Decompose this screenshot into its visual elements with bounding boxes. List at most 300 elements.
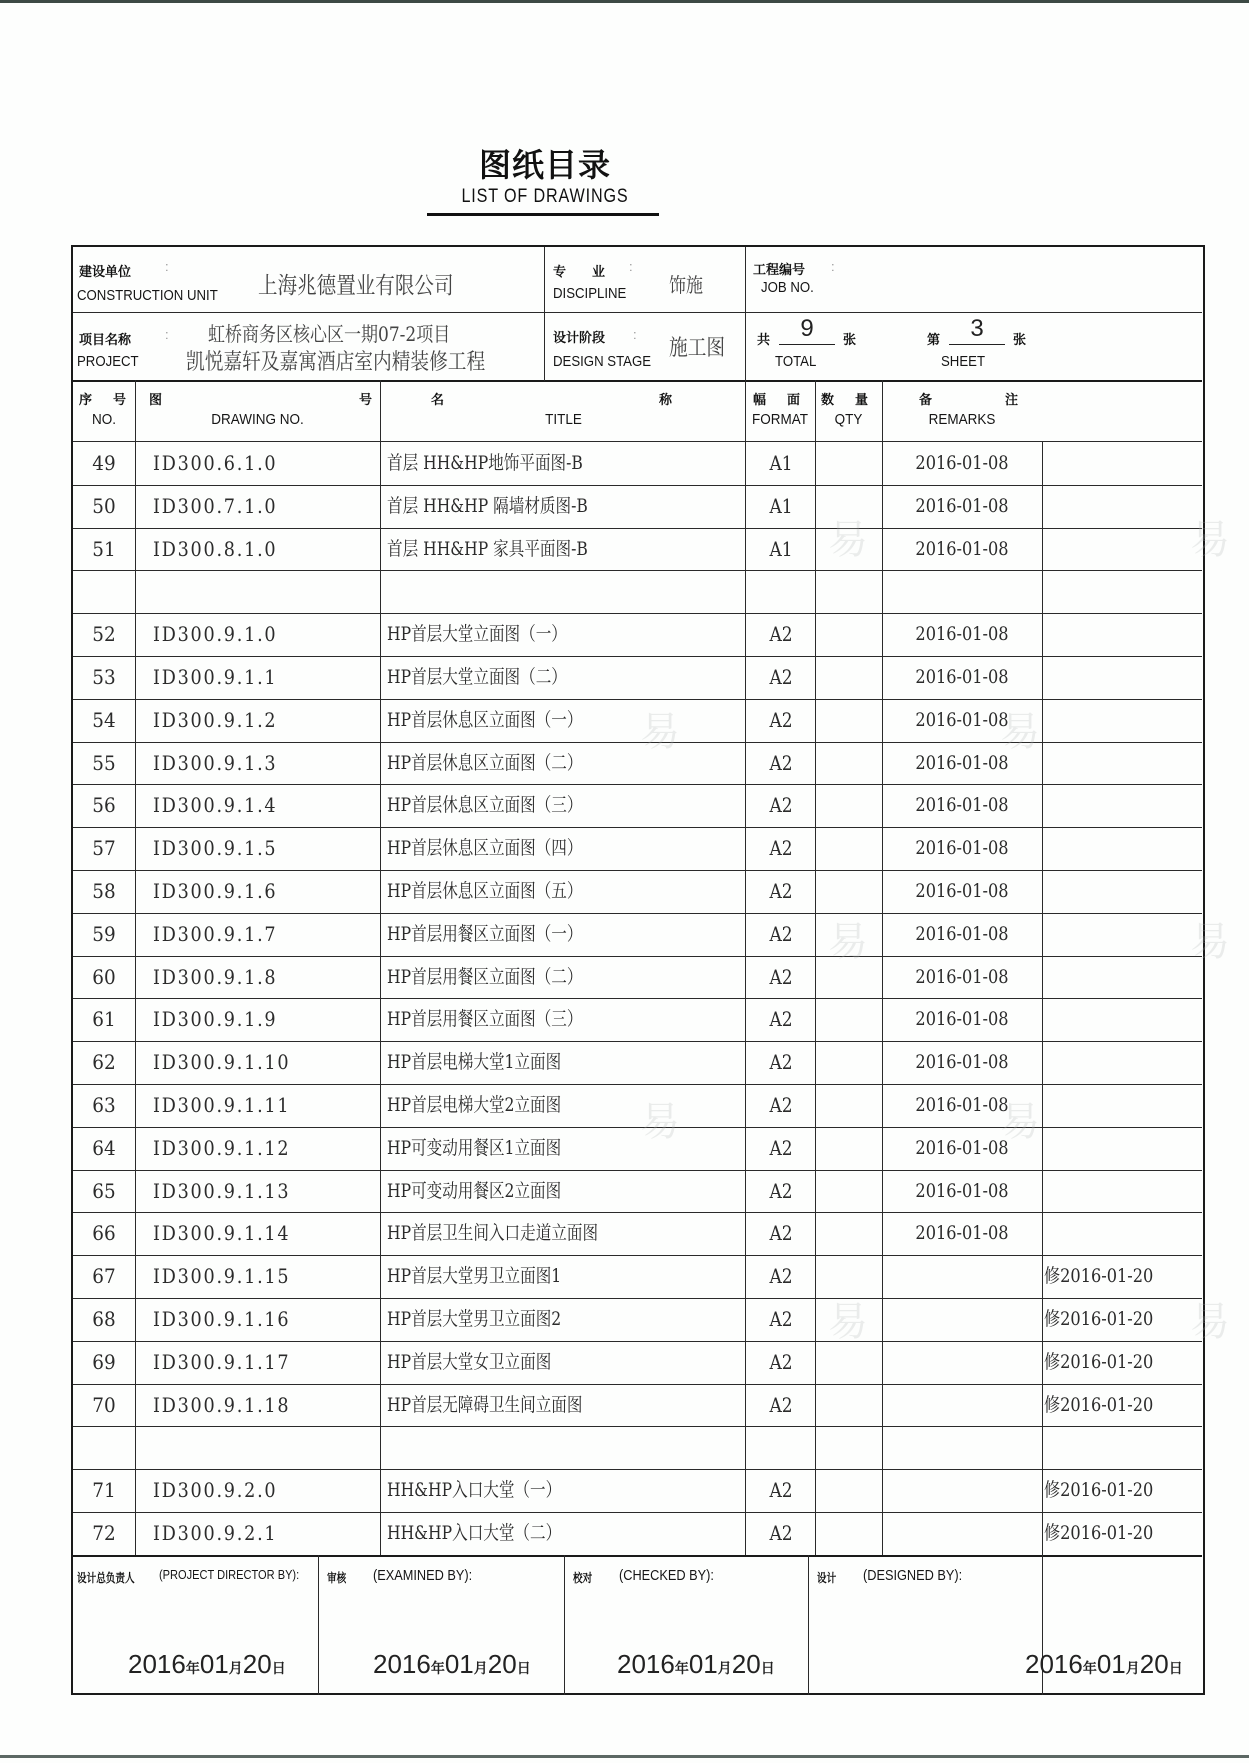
quantity bbox=[815, 1041, 882, 1084]
paper-format: A2 bbox=[769, 793, 793, 818]
signature-date bbox=[128, 1649, 286, 1680]
paper-format: A2 bbox=[769, 1478, 793, 1503]
remark-revision: 修2016-01-20 bbox=[1044, 1308, 1154, 1330]
col-remarks-header: REMARKS bbox=[928, 411, 996, 428]
signature-date bbox=[373, 1649, 531, 1680]
document-subtitle: LIST OF DRAWINGS bbox=[461, 186, 629, 207]
table-row bbox=[73, 870, 1202, 913]
quantity bbox=[815, 742, 882, 785]
table-row bbox=[73, 1512, 1202, 1555]
top-border bbox=[0, 0, 1249, 3]
year-unit: 年 bbox=[674, 1661, 689, 1677]
signature-date bbox=[617, 1649, 775, 1680]
remark-revision bbox=[1044, 1170, 1180, 1213]
table-row bbox=[73, 1212, 1202, 1255]
remark-revision bbox=[1044, 956, 1180, 999]
drawing-list-sheet bbox=[71, 245, 1205, 1695]
divider bbox=[73, 312, 1202, 313]
date-day: 20 bbox=[1139, 1649, 1169, 1679]
date-day: 20 bbox=[487, 1649, 517, 1679]
remark-issue-date: 2016-01-08 bbox=[915, 751, 1009, 774]
row-number: 68 bbox=[92, 1307, 116, 1331]
signature-role-cn: 设计总负责人 bbox=[77, 1571, 135, 1585]
table-row bbox=[73, 1298, 1202, 1341]
remark-issue-date bbox=[894, 1512, 1030, 1555]
quantity bbox=[815, 1512, 882, 1555]
quantity bbox=[815, 1170, 882, 1213]
row-number: 71 bbox=[92, 1478, 116, 1503]
remark-revision bbox=[1044, 528, 1180, 571]
paper-format: A2 bbox=[769, 879, 793, 903]
drawing-title: 首层 HH&HP 家具平面图-B bbox=[387, 537, 588, 560]
row-number: 69 bbox=[92, 1349, 116, 1374]
remark-revision bbox=[1044, 570, 1180, 613]
watermark: 易 bbox=[1190, 1299, 1230, 1345]
divider bbox=[73, 380, 1202, 382]
table-row bbox=[73, 613, 1202, 656]
signature-role-en: (PROJECT DIRECTOR BY): bbox=[159, 1567, 300, 1582]
remark-revision bbox=[1044, 827, 1180, 870]
day-unit: 日 bbox=[271, 1661, 286, 1677]
job-no-label-en: JOB NO. bbox=[761, 279, 814, 296]
sheet-label-en: SHEET bbox=[941, 353, 986, 370]
drawing-number: ID300.6.1.0 bbox=[153, 451, 278, 475]
paper-format: A2 bbox=[769, 1307, 793, 1331]
drawing-number: ID300.7.1.0 bbox=[153, 493, 278, 518]
remark-issue-date: 2016-01-08 bbox=[915, 452, 1009, 474]
date-year: 2016 bbox=[1025, 1649, 1083, 1679]
quantity bbox=[815, 699, 882, 742]
col-title-cn-a: 名 bbox=[431, 393, 445, 408]
remark-issue-date: 2016-01-08 bbox=[915, 537, 1009, 560]
table-row bbox=[73, 1170, 1202, 1213]
remark-issue-date: 2016-01-08 bbox=[915, 880, 1009, 902]
table-row bbox=[73, 1127, 1202, 1170]
table-row bbox=[73, 1469, 1202, 1512]
remark-issue-date: 2016-01-08 bbox=[915, 794, 1009, 817]
row-number bbox=[75, 1426, 132, 1469]
drawing-number: ID300.9.1.13 bbox=[153, 1178, 291, 1203]
drawing-title: HP首层休息区立面图（四） bbox=[387, 837, 583, 860]
drawing-number: ID300.9.1.12 bbox=[153, 1135, 291, 1160]
month-unit: 月 bbox=[1125, 1661, 1140, 1677]
construction-unit-label-en: CONSTRUCTION UNIT bbox=[77, 287, 218, 304]
quantity bbox=[815, 1341, 882, 1384]
table-row bbox=[73, 956, 1202, 999]
remark-revision bbox=[1044, 656, 1180, 699]
remark-revision bbox=[1044, 1426, 1180, 1469]
drawing-title: HP首层休息区立面图（二） bbox=[387, 751, 583, 774]
remark-revision bbox=[1044, 913, 1180, 956]
watermark: 易 bbox=[828, 1299, 868, 1345]
colon: : bbox=[165, 327, 169, 342]
paper-format bbox=[752, 570, 810, 613]
col-qty-cn-b: 量 bbox=[855, 393, 869, 408]
drawing-number: ID300.9.1.15 bbox=[153, 1264, 291, 1289]
paper-format: A2 bbox=[769, 1178, 793, 1203]
drawing-title: 首层 HH&HP 隔墙材质图-B bbox=[387, 494, 588, 517]
remark-issue-date: 2016-01-08 bbox=[915, 708, 1009, 731]
drawing-number: ID300.9.1.17 bbox=[153, 1349, 291, 1374]
year-unit: 年 bbox=[430, 1661, 445, 1677]
date-month: 01 bbox=[1096, 1649, 1126, 1679]
date-year: 2016 bbox=[128, 1649, 186, 1679]
table-row bbox=[73, 827, 1202, 870]
quantity bbox=[815, 784, 882, 827]
drawing-number: ID300.9.1.1 bbox=[153, 665, 278, 689]
remark-revision: 修2016-01-20 bbox=[1044, 1393, 1154, 1416]
quantity bbox=[815, 913, 882, 956]
title-underline bbox=[427, 213, 659, 216]
colon: : bbox=[633, 327, 637, 342]
watermark: 易 bbox=[1190, 517, 1230, 563]
table-row bbox=[73, 784, 1202, 827]
sheet-suffix: 张 bbox=[1013, 333, 1027, 348]
drawing-title: HP首层卫生间入口走道立面图 bbox=[387, 1222, 599, 1245]
row-number: 57 bbox=[92, 836, 116, 861]
col-qty-cn-a: 数 bbox=[821, 393, 835, 408]
watermark: 易 bbox=[640, 709, 680, 755]
quantity bbox=[815, 1298, 882, 1341]
col-title-cn-b: 称 bbox=[659, 393, 673, 408]
row-number: 60 bbox=[92, 964, 116, 989]
drawing-number: ID300.9.1.0 bbox=[153, 622, 278, 647]
drawing-number: ID300.9.1.3 bbox=[153, 750, 278, 775]
col-drawing-cn-b: 号 bbox=[359, 393, 373, 408]
discipline-label-en: DISCIPLINE bbox=[553, 285, 627, 302]
row-number: 51 bbox=[92, 536, 116, 561]
quantity bbox=[815, 656, 882, 699]
paper-format: A2 bbox=[769, 964, 793, 989]
remark-revision bbox=[1044, 485, 1180, 528]
remark-issue-date: 2016-01-08 bbox=[915, 922, 1009, 945]
colon: : bbox=[629, 259, 633, 274]
paper-format: A2 bbox=[769, 622, 793, 647]
row-number bbox=[75, 570, 132, 613]
remark-revision: 修2016-01-20 bbox=[1044, 1522, 1154, 1544]
watermark: 易 bbox=[1190, 919, 1230, 965]
drawing-number: ID300.9.1.16 bbox=[153, 1307, 291, 1331]
construction-unit-label-cn: 建设单位 bbox=[79, 265, 132, 280]
table-row bbox=[73, 913, 1202, 956]
remark-issue-date bbox=[894, 1255, 1030, 1298]
total-suffix: 张 bbox=[843, 333, 857, 348]
drawing-title: HP首层用餐区立面图（一） bbox=[387, 922, 583, 945]
quantity bbox=[815, 870, 882, 913]
table-row bbox=[73, 1084, 1202, 1127]
drawing-number: ID300.9.1.5 bbox=[153, 836, 278, 861]
remark-revision bbox=[1044, 442, 1180, 485]
row-number: 52 bbox=[92, 622, 116, 647]
project-value-line1: 虹桥商务区核心区一期07-2项目 bbox=[208, 322, 451, 346]
row-number: 50 bbox=[92, 493, 116, 518]
discipline-value: 饰施 bbox=[669, 273, 703, 297]
row-number: 58 bbox=[92, 879, 116, 903]
drawing-number: ID300.9.1.14 bbox=[153, 1221, 291, 1246]
drawing-number: ID300.9.1.8 bbox=[153, 964, 278, 989]
remark-issue-date bbox=[894, 1341, 1030, 1384]
remark-revision bbox=[1044, 1212, 1180, 1255]
quantity bbox=[815, 1255, 882, 1298]
remark-issue-date: 2016-01-08 bbox=[915, 666, 1009, 688]
paper-format: A2 bbox=[769, 836, 793, 861]
remark-revision bbox=[1044, 613, 1180, 656]
row-number: 67 bbox=[92, 1264, 116, 1289]
month-unit: 月 bbox=[228, 1661, 243, 1677]
row-number: 53 bbox=[92, 665, 116, 689]
table-row bbox=[73, 485, 1202, 528]
job-no-label-cn: 工程编号 bbox=[753, 263, 806, 278]
signature-role-en: (CHECKED BY): bbox=[619, 1567, 714, 1584]
quantity bbox=[815, 613, 882, 656]
drawing-title: HP首层大堂男卫立面图2 bbox=[387, 1308, 562, 1330]
col-title-header: TITLE bbox=[545, 411, 582, 428]
day-unit: 日 bbox=[516, 1661, 531, 1677]
remark-issue-date: 2016-01-08 bbox=[915, 494, 1009, 517]
drawing-number: ID300.9.1.2 bbox=[153, 707, 278, 732]
divider bbox=[544, 247, 545, 381]
drawing-title: HP首层电梯大堂2立面图 bbox=[387, 1094, 562, 1116]
quantity bbox=[815, 528, 882, 571]
quantity bbox=[815, 827, 882, 870]
total-label-en: TOTAL bbox=[775, 353, 817, 370]
paper-format: A2 bbox=[769, 1349, 793, 1374]
drawing-number: ID300.8.1.0 bbox=[153, 536, 278, 561]
drawing-number: ID300.9.2.0 bbox=[153, 1478, 278, 1503]
col-format-header: FORMAT bbox=[752, 411, 808, 428]
drawing-title: HP首层用餐区立面图（二） bbox=[387, 965, 583, 988]
watermark: 易 bbox=[1000, 1099, 1040, 1145]
drawing-title: HP首层大堂女卫立面图 bbox=[387, 1350, 552, 1373]
construction-unit-value: 上海兆德置业有限公司 bbox=[258, 273, 454, 299]
date-month: 01 bbox=[688, 1649, 718, 1679]
row-number: 55 bbox=[92, 750, 116, 775]
drawing-number: ID300.9.1.11 bbox=[153, 1093, 291, 1117]
remark-issue-date bbox=[894, 1426, 1030, 1469]
drawing-number: ID300.9.1.18 bbox=[153, 1392, 291, 1417]
sheet-prefix: 第 bbox=[927, 333, 941, 348]
discipline-label-cn: 专 业 bbox=[553, 265, 606, 280]
design-stage-label-en: DESIGN STAGE bbox=[553, 353, 652, 370]
document-title: 图纸目录 bbox=[478, 146, 611, 184]
quantity bbox=[815, 998, 882, 1041]
paper-format: A2 bbox=[769, 1221, 793, 1246]
quantity bbox=[815, 1212, 882, 1255]
table-row bbox=[73, 1041, 1202, 1084]
paper-format: A2 bbox=[769, 1093, 793, 1117]
paper-format: A1 bbox=[769, 493, 793, 518]
sheet-number-value: 3 bbox=[970, 315, 984, 342]
paper-format: A2 bbox=[769, 1050, 793, 1075]
drawing-title: HP可变动用餐区1立面图 bbox=[387, 1136, 562, 1159]
table-row bbox=[73, 1341, 1202, 1384]
drawing-title: HH&HP入口大堂（二） bbox=[387, 1522, 562, 1544]
row-number: 61 bbox=[92, 1007, 116, 1032]
drawing-title: HP可变动用餐区2立面图 bbox=[387, 1179, 562, 1202]
remark-revision bbox=[1044, 784, 1180, 827]
col-no-cn-b: 号 bbox=[113, 393, 127, 408]
colon: : bbox=[165, 259, 169, 274]
col-remarks-cn-a: 备 bbox=[919, 393, 933, 408]
remark-issue-date bbox=[894, 570, 1030, 613]
col-format-cn-b: 面 bbox=[787, 393, 801, 408]
row-number: 65 bbox=[92, 1178, 116, 1203]
signature-date bbox=[1025, 1649, 1183, 1680]
quantity bbox=[815, 1469, 882, 1512]
drawing-title: HP首层大堂男卫立面图1 bbox=[387, 1265, 562, 1288]
paper-format: A2 bbox=[769, 665, 793, 689]
quantity bbox=[815, 485, 882, 528]
quantity bbox=[815, 1127, 882, 1170]
signature-role-cn: 设计 bbox=[817, 1571, 837, 1585]
remark-issue-date: 2016-01-08 bbox=[915, 1136, 1009, 1159]
col-drawing-no-header: DRAWING NO. bbox=[211, 411, 304, 428]
row-number: 54 bbox=[92, 707, 116, 732]
remark-issue-date: 2016-01-08 bbox=[915, 623, 1009, 646]
row-number: 59 bbox=[92, 921, 116, 946]
remark-issue-date: 2016-01-08 bbox=[915, 837, 1009, 860]
paper-format: A1 bbox=[769, 451, 793, 475]
row-number: 66 bbox=[92, 1221, 116, 1246]
table-row bbox=[73, 998, 1202, 1041]
drawing-title: 首层 HH&HP地饰平面图-B bbox=[387, 452, 583, 474]
remark-revision bbox=[1044, 699, 1180, 742]
paper-format: A2 bbox=[769, 707, 793, 732]
drawing-title: HP首层用餐区立面图（三） bbox=[387, 1008, 583, 1031]
watermark: 易 bbox=[828, 517, 868, 563]
row-number: 49 bbox=[92, 451, 116, 475]
watermark: 易 bbox=[828, 919, 868, 965]
drawing-number: ID300.9.1.7 bbox=[153, 921, 278, 946]
drawing-number: ID300.9.1.9 bbox=[153, 1007, 278, 1032]
date-day: 20 bbox=[242, 1649, 272, 1679]
row-number: 56 bbox=[92, 793, 116, 818]
signature-role-en: (DESIGNED BY): bbox=[863, 1567, 963, 1584]
col-no-header: NO. bbox=[91, 411, 116, 428]
remark-issue-date: 2016-01-08 bbox=[915, 1179, 1009, 1202]
design-stage-label-cn: 设计阶段 bbox=[553, 331, 606, 346]
date-day: 20 bbox=[731, 1649, 761, 1679]
col-drawing-cn-a: 图 bbox=[149, 393, 163, 408]
month-unit: 月 bbox=[473, 1661, 488, 1677]
design-stage-value: 施工图 bbox=[669, 336, 726, 361]
day-unit: 日 bbox=[760, 1661, 775, 1677]
remark-issue-date: 2016-01-08 bbox=[915, 1008, 1009, 1031]
col-no-cn-a: 序 bbox=[79, 393, 93, 408]
remark-issue-date bbox=[894, 1469, 1030, 1512]
drawing-title: HP首层休息区立面图（三） bbox=[387, 794, 583, 817]
row-number: 63 bbox=[92, 1093, 116, 1117]
drawing-title: HP首层无障碍卫生间立面图 bbox=[387, 1393, 583, 1416]
signature-role-cn: 审核 bbox=[327, 1571, 347, 1585]
year-unit: 年 bbox=[1082, 1661, 1097, 1677]
bottom-border bbox=[0, 1755, 1249, 1758]
divider bbox=[564, 1555, 565, 1695]
total-sheets-value: 9 bbox=[800, 315, 814, 342]
watermark: 易 bbox=[640, 1099, 680, 1145]
paper-format: A2 bbox=[769, 1007, 793, 1032]
day-unit: 日 bbox=[1168, 1661, 1183, 1677]
remark-revision bbox=[1044, 870, 1180, 913]
drawing-title: HP首层电梯大堂1立面图 bbox=[387, 1051, 562, 1074]
year-unit: 年 bbox=[185, 1661, 200, 1677]
remark-revision: 修2016-01-20 bbox=[1044, 1265, 1154, 1288]
row-number: 62 bbox=[92, 1050, 116, 1075]
signature-role-cn: 校对 bbox=[573, 1571, 593, 1585]
table-row bbox=[73, 1384, 1202, 1427]
table-row-blank bbox=[73, 1426, 1202, 1469]
date-month: 01 bbox=[444, 1649, 474, 1679]
remark-revision bbox=[1044, 1041, 1180, 1084]
watermark: 易 bbox=[1000, 709, 1040, 755]
table-row bbox=[73, 742, 1202, 785]
drawing-title: HP首层休息区立面图（一） bbox=[387, 708, 583, 731]
project-label-en: PROJECT bbox=[77, 353, 139, 370]
col-format-cn-a: 幅 bbox=[753, 393, 767, 408]
remark-issue-date bbox=[894, 1384, 1030, 1427]
total-prefix: 共 bbox=[757, 333, 771, 348]
remark-revision bbox=[1044, 998, 1180, 1041]
quantity bbox=[815, 442, 882, 485]
drawing-number: ID300.9.1.10 bbox=[153, 1050, 291, 1075]
quantity bbox=[815, 1084, 882, 1127]
table-row bbox=[73, 442, 1202, 485]
remark-issue-date: 2016-01-08 bbox=[915, 1094, 1009, 1116]
month-unit: 月 bbox=[717, 1661, 732, 1677]
divider bbox=[73, 1555, 1202, 1557]
divider bbox=[808, 1555, 809, 1695]
date-month: 01 bbox=[199, 1649, 229, 1679]
remark-revision: 修2016-01-20 bbox=[1044, 1350, 1154, 1373]
row-number: 64 bbox=[92, 1135, 116, 1160]
paper-format: A2 bbox=[769, 1392, 793, 1417]
remark-revision: 修2016-01-20 bbox=[1044, 1479, 1154, 1502]
signature-role-en: (EXAMINED BY): bbox=[373, 1567, 473, 1584]
divider bbox=[745, 247, 746, 381]
remark-issue-date: 2016-01-08 bbox=[915, 1051, 1009, 1074]
quantity bbox=[815, 1426, 882, 1469]
drawing-title: HP首层大堂立面图（二） bbox=[387, 666, 567, 688]
divider bbox=[318, 1555, 319, 1695]
paper-format: A2 bbox=[769, 1135, 793, 1160]
drawing-number: ID300.9.1.4 bbox=[153, 793, 278, 818]
table-row bbox=[73, 656, 1202, 699]
paper-format: A2 bbox=[769, 921, 793, 946]
project-label-cn: 项目名称 bbox=[79, 333, 132, 348]
drawing-title: HP首层休息区立面图（五） bbox=[387, 880, 583, 902]
paper-format bbox=[752, 1426, 810, 1469]
remark-revision bbox=[1044, 1127, 1180, 1170]
remark-revision bbox=[1044, 1084, 1180, 1127]
paper-format: A2 bbox=[769, 1264, 793, 1289]
table-row bbox=[73, 1255, 1202, 1298]
project-value-line2: 凯悦嘉轩及嘉寓酒店室内精装修工程 bbox=[186, 350, 486, 375]
date-year: 2016 bbox=[373, 1649, 431, 1679]
remark-issue-date bbox=[894, 1298, 1030, 1341]
table-row bbox=[73, 699, 1202, 742]
drawing-title: HH&HP入口大堂（一） bbox=[387, 1479, 562, 1502]
table-row-blank bbox=[73, 570, 1202, 613]
remark-issue-date: 2016-01-08 bbox=[915, 965, 1009, 988]
paper-format: A2 bbox=[769, 1521, 793, 1545]
colon: : bbox=[831, 259, 835, 274]
quantity bbox=[815, 956, 882, 999]
table-row bbox=[73, 528, 1202, 571]
total-underline bbox=[779, 344, 835, 345]
date-year: 2016 bbox=[617, 1649, 675, 1679]
drawing-number: ID300.9.1.6 bbox=[153, 879, 278, 903]
row-number: 70 bbox=[92, 1392, 116, 1417]
